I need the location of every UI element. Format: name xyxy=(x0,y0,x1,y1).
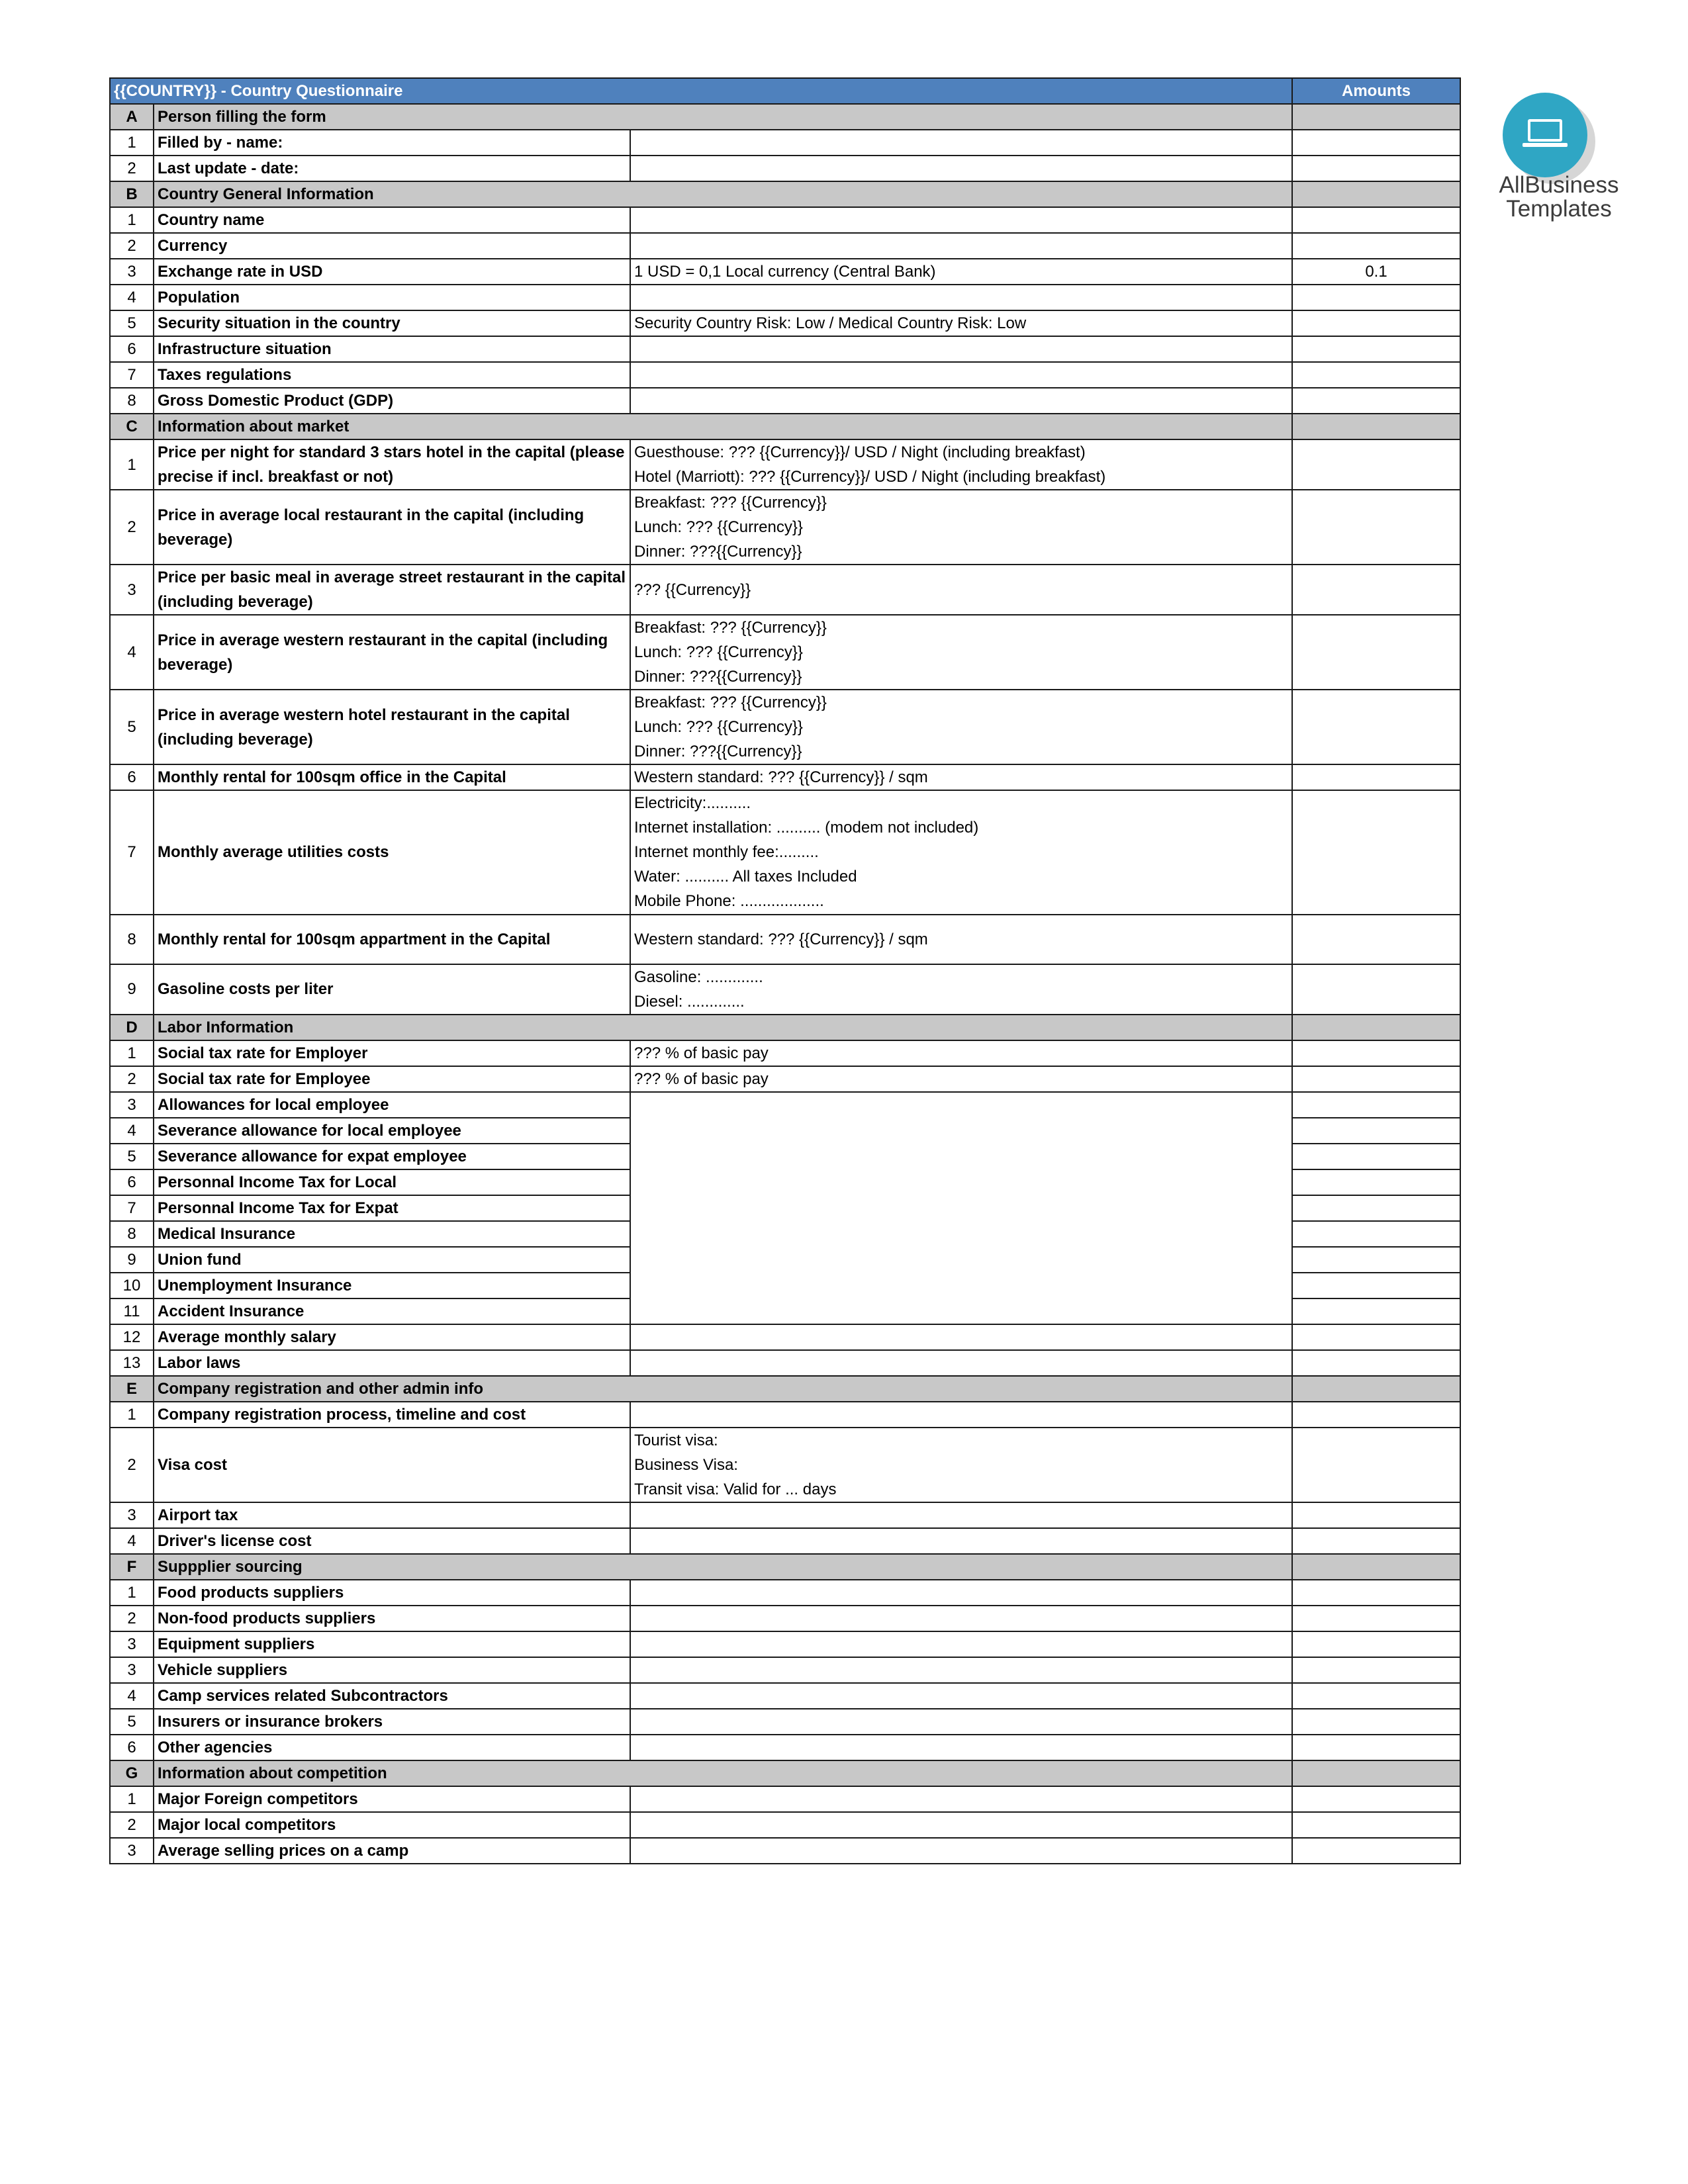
answer-cell[interactable] xyxy=(630,764,1292,790)
question-label: Airport tax xyxy=(154,1502,630,1528)
answer-cell[interactable] xyxy=(630,1709,1292,1735)
amount-cell[interactable] xyxy=(1292,1144,1460,1169)
logo-line-1: AllBusiness xyxy=(1499,172,1619,198)
answer-cell[interactable] xyxy=(630,156,1292,181)
answer-line: Internet monthly fee:......... xyxy=(634,843,819,862)
question-row xyxy=(110,1812,1460,1838)
section-amount-cell xyxy=(1292,414,1460,439)
section-title: Labor Information xyxy=(154,1015,1292,1040)
question-row xyxy=(110,388,1460,414)
answer-line: Mobile Phone: ................... xyxy=(634,892,824,911)
amount-cell[interactable] xyxy=(1292,1428,1460,1502)
row-number: 4 xyxy=(110,285,154,310)
answer-cell[interactable] xyxy=(630,1683,1292,1709)
answer-line: Guesthouse: ??? {{Currency}}/ USD / Night (including breakfast) xyxy=(634,443,1086,461)
amount-cell[interactable] xyxy=(1292,285,1460,310)
row-number: 6 xyxy=(110,1735,154,1760)
question-row xyxy=(110,285,1460,310)
answer-cell[interactable] xyxy=(630,362,1292,388)
row-number: 13 xyxy=(110,1350,154,1376)
answer-line: Hotel (Marriott): ??? {{Currency}}/ USD / Night (including breakfast) xyxy=(634,468,1106,486)
amount-cell[interactable] xyxy=(1292,1169,1460,1195)
section-letter: G xyxy=(110,1760,154,1786)
section-letter: C xyxy=(110,414,154,439)
answer-cell[interactable] xyxy=(630,615,1292,690)
answer-line: ??? % of basic pay xyxy=(634,1069,769,1088)
section-amount-cell xyxy=(1292,1760,1460,1786)
amount-cell[interactable] xyxy=(1292,1402,1460,1428)
question-label: Non-food products suppliers xyxy=(154,1606,630,1631)
question-label: Population xyxy=(154,285,630,310)
amount-cell[interactable] xyxy=(1292,764,1460,790)
question-row xyxy=(110,565,1460,615)
amount-cell[interactable] xyxy=(1292,1221,1460,1247)
question-label: Price per night for standard 3 stars hotel in the capital (please precise if incl. breakfast or not) xyxy=(154,439,630,490)
question-label: Equipment suppliers xyxy=(154,1631,630,1657)
question-label: Price in average western restaurant in the capital (including beverage) xyxy=(154,615,630,690)
answer-cell[interactable] xyxy=(630,1350,1292,1376)
question-label: Major Foreign competitors xyxy=(154,1786,630,1812)
row-number: 1 xyxy=(110,1040,154,1066)
question-row xyxy=(110,964,1460,1015)
section-amount-cell xyxy=(1292,1015,1460,1040)
question-label: Insurers or insurance brokers xyxy=(154,1709,630,1735)
question-label: Major local competitors xyxy=(154,1812,630,1838)
question-label: Price in average western hotel restaurant in the capital (including beverage) xyxy=(154,690,630,764)
question-row xyxy=(110,790,1460,915)
question-label: Monthly rental for 100sqm appartment in the Capital xyxy=(154,915,630,964)
section-title: Information about market xyxy=(154,414,1292,439)
row-number: 2 xyxy=(110,1812,154,1838)
answer-cell[interactable] xyxy=(630,490,1292,565)
answer-cell[interactable] xyxy=(630,336,1292,362)
answer-cell[interactable] xyxy=(630,439,1292,490)
amounts-header: Amounts xyxy=(1292,78,1460,104)
row-number: 7 xyxy=(110,362,154,388)
question-label: Filled by - name: xyxy=(154,130,630,156)
answer-cell[interactable] xyxy=(630,310,1292,336)
answer-cell[interactable] xyxy=(630,790,1292,915)
question-row xyxy=(110,1657,1460,1683)
answer-cell[interactable] xyxy=(630,130,1292,156)
row-number: 7 xyxy=(110,790,154,915)
section-amount-cell xyxy=(1292,104,1460,130)
question-row xyxy=(110,1683,1460,1709)
section-title: Company registration and other admin info xyxy=(154,1376,1292,1402)
answer-cell[interactable] xyxy=(630,1428,1292,1502)
answer-line: Western standard: ??? {{Currency}} / sqm xyxy=(634,930,928,948)
amount-cell[interactable] xyxy=(1292,233,1460,259)
section-row xyxy=(110,1554,1460,1580)
answer-cell[interactable] xyxy=(630,565,1292,615)
question-row xyxy=(110,439,1460,490)
answer-line: Lunch: ??? {{Currency}} xyxy=(634,518,803,536)
question-label: Security situation in the country xyxy=(154,310,630,336)
question-row xyxy=(110,207,1460,233)
amount-cell[interactable] xyxy=(1292,1066,1460,1092)
section-title: Information about competition xyxy=(154,1760,1292,1786)
section-amount-cell xyxy=(1292,1376,1460,1402)
row-number: 6 xyxy=(110,764,154,790)
question-label: Camp services related Subcontractors xyxy=(154,1683,630,1709)
amount-cell[interactable] xyxy=(1292,439,1460,490)
section-row xyxy=(110,414,1460,439)
row-number: 12 xyxy=(110,1324,154,1350)
answer-cell[interactable] xyxy=(630,1092,1292,1324)
question-row xyxy=(110,1040,1460,1066)
question-row xyxy=(110,490,1460,565)
row-number: 3 xyxy=(110,1631,154,1657)
question-label: Price in average local restaurant in the capital (including beverage) xyxy=(154,490,630,565)
section-letter: B xyxy=(110,181,154,207)
answer-line: Lunch: ??? {{Currency}} xyxy=(634,643,803,661)
amount-cell[interactable] xyxy=(1292,690,1460,764)
amount-cell[interactable] xyxy=(1292,336,1460,362)
amount-cell[interactable] xyxy=(1292,565,1460,615)
question-row xyxy=(110,1092,1460,1118)
amount-cell[interactable] xyxy=(1292,1838,1460,1864)
question-row xyxy=(110,1786,1460,1812)
row-number: 1 xyxy=(110,130,154,156)
amount-cell[interactable] xyxy=(1292,1298,1460,1324)
amount-cell[interactable] xyxy=(1292,130,1460,156)
answer-cell[interactable] xyxy=(630,964,1292,1015)
row-number: 2 xyxy=(110,156,154,181)
answer-line: Western standard: ??? {{Currency}} / sqm xyxy=(634,768,928,786)
question-row xyxy=(110,1735,1460,1760)
section-row xyxy=(110,104,1460,130)
question-row xyxy=(110,1631,1460,1657)
question-label: Country name xyxy=(154,207,630,233)
row-number: 10 xyxy=(110,1273,154,1298)
answer-cell[interactable] xyxy=(630,1324,1292,1350)
answer-cell[interactable] xyxy=(630,1402,1292,1428)
answer-cell[interactable] xyxy=(630,1606,1292,1631)
answer-cell[interactable] xyxy=(630,1631,1292,1657)
row-number: 2 xyxy=(110,1428,154,1502)
question-label: Gasoline costs per liter xyxy=(154,964,630,1015)
question-label: Gross Domestic Product (GDP) xyxy=(154,388,630,414)
answer-cell[interactable] xyxy=(630,259,1292,285)
answer-line: Tourist visa: xyxy=(634,1431,718,1449)
question-row xyxy=(110,1528,1460,1554)
answer-line: Dinner: ???{{Currency}} xyxy=(634,668,802,686)
row-number: 3 xyxy=(110,1502,154,1528)
question-row xyxy=(110,764,1460,790)
amount-cell[interactable] xyxy=(1292,1683,1460,1709)
section-amount-cell xyxy=(1292,181,1460,207)
amount-cell[interactable] xyxy=(1292,207,1460,233)
amount-cell[interactable] xyxy=(1292,1786,1460,1812)
answer-cell[interactable] xyxy=(630,207,1292,233)
row-number: 5 xyxy=(110,310,154,336)
question-label: Accident Insurance xyxy=(154,1298,630,1324)
question-row xyxy=(110,362,1460,388)
question-label: Personnal Income Tax for Local xyxy=(154,1169,630,1195)
question-label: Last update - date: xyxy=(154,156,630,181)
section-title: Country General Information xyxy=(154,181,1292,207)
amount-cell[interactable] xyxy=(1292,1812,1460,1838)
question-row xyxy=(110,1428,1460,1502)
answer-line: Dinner: ???{{Currency}} xyxy=(634,743,802,760)
question-row xyxy=(110,130,1460,156)
row-number: 2 xyxy=(110,233,154,259)
section-row xyxy=(110,1015,1460,1040)
answer-line: Internet installation: .......... (modem not included) xyxy=(634,819,979,837)
question-label: Vehicle suppliers xyxy=(154,1657,630,1683)
answer-line: Water: .......... All taxes Included xyxy=(634,868,857,886)
question-row xyxy=(110,690,1460,764)
country-questionnaire-table xyxy=(109,77,1461,1864)
answer-line: 1 USD = 0,1 Local currency (Central Bank) xyxy=(634,263,936,281)
answer-line: Business Visa: xyxy=(634,1455,738,1474)
answer-cell[interactable] xyxy=(630,1502,1292,1528)
answer-cell[interactable] xyxy=(630,1838,1292,1864)
answer-line: Transit visa: Valid for ... days xyxy=(634,1480,837,1498)
questionnaire-title: {{COUNTRY}} - Country Questionnaire xyxy=(110,78,1292,104)
row-number: 9 xyxy=(110,1247,154,1273)
question-label: Company registration process, timeline and cost xyxy=(154,1402,630,1428)
question-label: Average monthly salary xyxy=(154,1324,630,1350)
logo-text xyxy=(1473,173,1645,221)
row-number: 1 xyxy=(110,439,154,490)
row-number: 1 xyxy=(110,1402,154,1428)
amount-cell[interactable] xyxy=(1292,790,1460,915)
question-row xyxy=(110,1502,1460,1528)
row-number: 8 xyxy=(110,915,154,964)
row-number: 3 xyxy=(110,1092,154,1118)
section-row xyxy=(110,1760,1460,1786)
section-title: Person filling the form xyxy=(154,104,1292,130)
question-label: Medical Insurance xyxy=(154,1221,630,1247)
question-row xyxy=(110,310,1460,336)
row-number: 3 xyxy=(110,259,154,285)
row-number: 4 xyxy=(110,1118,154,1144)
question-label: Union fund xyxy=(154,1247,630,1273)
amount-cell[interactable]: 0.1 xyxy=(1292,259,1460,285)
question-label: Monthly rental for 100sqm office in the Capital xyxy=(154,764,630,790)
question-row xyxy=(110,915,1460,964)
row-number: 7 xyxy=(110,1195,154,1221)
row-number: 1 xyxy=(110,1786,154,1812)
amount-cell[interactable] xyxy=(1292,1735,1460,1760)
section-letter: D xyxy=(110,1015,154,1040)
amount-cell[interactable] xyxy=(1292,1528,1460,1554)
amount-cell[interactable] xyxy=(1292,1580,1460,1606)
row-number: 3 xyxy=(110,1838,154,1864)
question-label: Price per basic meal in average street restaurant in the capital (including beverage) xyxy=(154,565,630,615)
question-label: Personnal Income Tax for Expat xyxy=(154,1195,630,1221)
section-title: Suppplier sourcing xyxy=(154,1554,1292,1580)
answer-cell[interactable] xyxy=(630,1657,1292,1683)
amount-cell[interactable] xyxy=(1292,915,1460,964)
question-row xyxy=(110,259,1460,285)
header-row xyxy=(110,78,1460,104)
amount-cell[interactable] xyxy=(1292,1273,1460,1298)
answer-line: Electricity:.......... xyxy=(634,794,751,813)
amount-cell[interactable] xyxy=(1292,1092,1460,1118)
question-row xyxy=(110,1838,1460,1864)
question-label: Visa cost xyxy=(154,1428,630,1502)
amount-cell[interactable] xyxy=(1292,1657,1460,1683)
amount-cell[interactable] xyxy=(1292,615,1460,690)
amount-cell[interactable] xyxy=(1292,388,1460,414)
amount-cell[interactable] xyxy=(1292,362,1460,388)
question-label: Taxes regulations xyxy=(154,362,630,388)
row-number: 2 xyxy=(110,1066,154,1092)
amount-cell[interactable] xyxy=(1292,490,1460,565)
amount-cell[interactable] xyxy=(1292,964,1460,1015)
answer-line: Lunch: ??? {{Currency}} xyxy=(634,718,803,736)
answer-line: Breakfast: ??? {{Currency}} xyxy=(634,619,827,637)
amount-cell[interactable] xyxy=(1292,1631,1460,1657)
row-number: 5 xyxy=(110,1709,154,1735)
row-number: 2 xyxy=(110,490,154,565)
amount-cell[interactable] xyxy=(1292,1324,1460,1350)
answer-line: ??? {{Currency}} xyxy=(634,580,751,599)
answer-line: Breakfast: ??? {{Currency}} xyxy=(634,494,827,512)
section-letter: F xyxy=(110,1554,154,1580)
row-number: 5 xyxy=(110,1144,154,1169)
section-row xyxy=(110,1376,1460,1402)
answer-cell[interactable] xyxy=(630,285,1292,310)
answer-cell[interactable] xyxy=(630,388,1292,414)
question-row xyxy=(110,233,1460,259)
amount-cell[interactable] xyxy=(1292,1195,1460,1221)
row-number: 6 xyxy=(110,336,154,362)
question-row xyxy=(110,1324,1460,1350)
answer-line: Dinner: ???{{Currency}} xyxy=(634,543,802,561)
question-label: Severance allowance for local employee xyxy=(154,1118,630,1144)
question-label: Driver's license cost xyxy=(154,1528,630,1554)
section-letter: A xyxy=(110,104,154,130)
answer-cell[interactable] xyxy=(630,1735,1292,1760)
section-amount-cell xyxy=(1292,1554,1460,1580)
row-number: 9 xyxy=(110,964,154,1015)
section-letter: E xyxy=(110,1376,154,1402)
answer-cell[interactable] xyxy=(630,690,1292,764)
row-number: 4 xyxy=(110,1683,154,1709)
row-number: 8 xyxy=(110,1221,154,1247)
row-number: 3 xyxy=(110,1657,154,1683)
row-number: 4 xyxy=(110,1528,154,1554)
question-label: Food products suppliers xyxy=(154,1580,630,1606)
answer-line: Diesel: ............. xyxy=(634,992,745,1011)
amount-cell[interactable] xyxy=(1292,1350,1460,1376)
question-row xyxy=(110,1606,1460,1631)
question-label: Social tax rate for Employee xyxy=(154,1066,630,1092)
amount-cell[interactable] xyxy=(1292,1118,1460,1144)
answer-cell[interactable] xyxy=(630,1786,1292,1812)
amount-cell[interactable] xyxy=(1292,1040,1460,1066)
answer-cell[interactable] xyxy=(630,233,1292,259)
answer-line: Security Country Risk: Low / Medical Country Risk: Low xyxy=(634,314,1027,332)
question-row xyxy=(110,615,1460,690)
question-label: Allowances for local employee xyxy=(154,1092,630,1118)
question-label: Exchange rate in USD xyxy=(154,259,630,285)
amount-cell[interactable] xyxy=(1292,1709,1460,1735)
row-number: 8 xyxy=(110,388,154,414)
question-row xyxy=(110,1709,1460,1735)
amount-cell[interactable] xyxy=(1292,310,1460,336)
row-number: 1 xyxy=(110,207,154,233)
answer-line: ??? % of basic pay xyxy=(634,1044,769,1062)
question-row xyxy=(110,1580,1460,1606)
row-number: 3 xyxy=(110,565,154,615)
question-label: Monthly average utilities costs xyxy=(154,790,630,915)
row-number: 11 xyxy=(110,1298,154,1324)
question-label: Currency xyxy=(154,233,630,259)
questionnaire-body xyxy=(110,78,1460,1864)
row-number: 4 xyxy=(110,615,154,690)
answer-line: Gasoline: ............. xyxy=(634,968,763,986)
question-row xyxy=(110,1402,1460,1428)
row-number: 2 xyxy=(110,1606,154,1631)
amount-cell[interactable] xyxy=(1292,1247,1460,1273)
answer-cell[interactable] xyxy=(630,1040,1292,1066)
question-row xyxy=(110,1066,1460,1092)
question-row xyxy=(110,156,1460,181)
question-label: Average selling prices on a camp xyxy=(154,1838,630,1864)
amount-cell[interactable] xyxy=(1292,156,1460,181)
amount-cell[interactable] xyxy=(1292,1502,1460,1528)
row-number: 6 xyxy=(110,1169,154,1195)
row-number: 5 xyxy=(110,690,154,764)
question-row xyxy=(110,1350,1460,1376)
answer-line: Breakfast: ??? {{Currency}} xyxy=(634,694,827,711)
laptop-icon xyxy=(1503,93,1587,177)
answer-cell[interactable] xyxy=(630,915,1292,964)
row-number: 1 xyxy=(110,1580,154,1606)
answer-cell[interactable] xyxy=(630,1528,1292,1554)
question-label: Infrastructure situation xyxy=(154,336,630,362)
answer-cell[interactable] xyxy=(630,1812,1292,1838)
answer-cell[interactable] xyxy=(630,1580,1292,1606)
question-label: Other agencies xyxy=(154,1735,630,1760)
answer-cell[interactable] xyxy=(630,1066,1292,1092)
logo-line-2: Templates xyxy=(1506,196,1612,222)
section-row xyxy=(110,181,1460,207)
question-label: Labor laws xyxy=(154,1350,630,1376)
question-label: Unemployment Insurance xyxy=(154,1273,630,1298)
question-label: Severance allowance for expat employee xyxy=(154,1144,630,1169)
question-label: Social tax rate for Employer xyxy=(154,1040,630,1066)
question-row xyxy=(110,336,1460,362)
amount-cell[interactable] xyxy=(1292,1606,1460,1631)
